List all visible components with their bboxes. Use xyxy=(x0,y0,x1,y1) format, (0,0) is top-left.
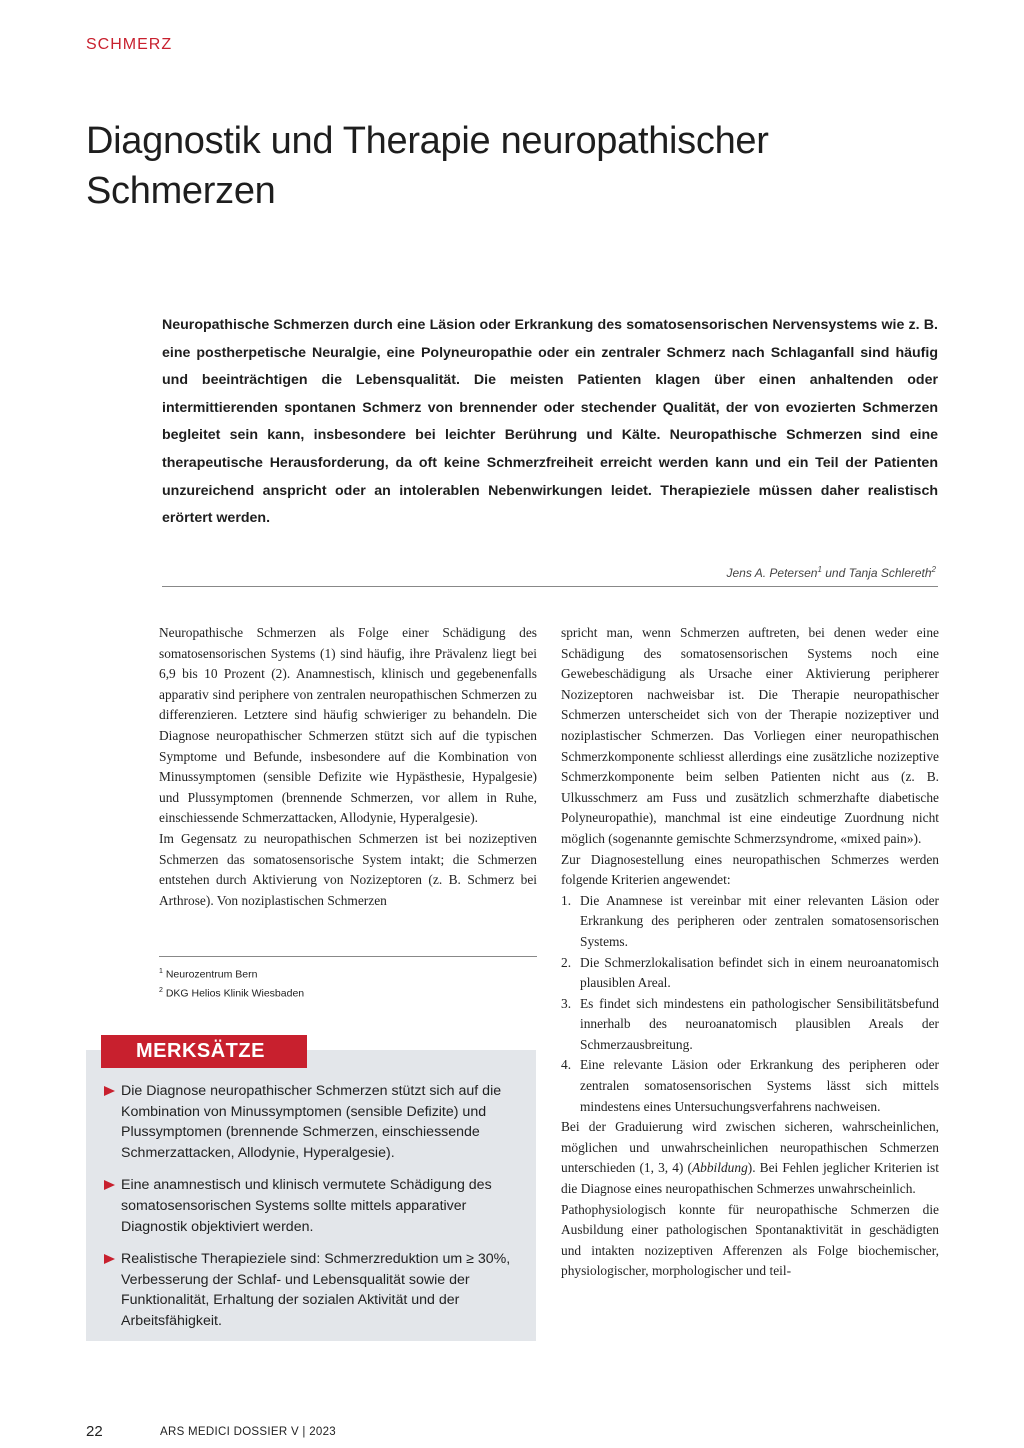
divider xyxy=(162,586,938,587)
section-label: SCHMERZ xyxy=(86,36,173,53)
merksaetze-item xyxy=(104,1175,529,1237)
footnotes xyxy=(159,964,537,1001)
merksaetze-text: Die Diagnose neuropathischer Schmerzen stützt sich auf die Kombination von Minussymptomen (sensible Defizite) und Plussymptomen (brennende Schmerzen, einschiessende Schmerzattacken, Allodynie, Hyperalgesie). xyxy=(121,1083,502,1161)
criteria-item xyxy=(561,1055,939,1117)
criteria-text: Es findet sich mindestens ein pathologischer Sensibilitätsbefund innerhalb des neuroanatomisch plausiblen Areals der Schmerzausbreitung. xyxy=(580,995,939,1052)
triangle-bullet-icon xyxy=(104,1086,115,1096)
criteria-number: 1. xyxy=(561,892,572,908)
journal-name: ARS MEDICI DOSSIER V | 2023 xyxy=(160,1426,336,1438)
lead-paragraph: Neuropathische Schmerzen durch eine Läsion oder Erkrankung des somatosensorischen Nervensystems wie z. B. eine postherpetische Neuralgie, eine Polyneuropathie oder ein zentraler Schmerz nach Schlaganfall sind häufig und beeinträchtigen die Lebensqualität. Die meisten Patienten klagen über einen anhaltenden oder intermittierenden spontanen Schmerz von brennender oder stechender Qualität, der von evozierten Schmerzen begleitet sein kann, insbesondere bei leichter Berührung und Kälte. Neuropathische Schmerzen sind eine therapeutische Herausforderung, da oft keine Schmerzfreiheit erreicht werden kann und ein Teil der Patienten unzureichend anspricht oder an intolerablen Nebenwirkungen leidet. Therapieziele müssen daher realistisch erörtert werden. xyxy=(162,317,938,527)
body-column-right xyxy=(561,623,939,1282)
criteria-item xyxy=(561,953,939,994)
footnote xyxy=(159,964,537,983)
criteria-item xyxy=(561,891,939,953)
body-column-left xyxy=(159,623,537,911)
criteria-number: 2. xyxy=(561,954,572,970)
author-name: Tanja Schlereth xyxy=(848,566,932,580)
text-run: Bei der Graduierung wird zwischen sicheren, wahrscheinlichen, möglichen und unwahrscheinlichen neuropathischen Schmerzen unterschieden (1, 3, 4) ( xyxy=(561,1119,939,1176)
criteria-number: 3. xyxy=(561,995,572,1011)
body-paragraph: Neuropathische Schmerzen als Folge einer Schädigung des somatosensorischen Systems (1) sind häufig, ihre Prävalenz liegt bei 6,9 bis 10 Prozent (2). Anamnestisch, klinisch und gegebenenfalls apparativ sind periphere von zentralen neuropathischen Schmerzen zu differenzieren. Letztere sind häufig schwieriger zu behandeln. Die Diagnose neuropathischer Schmerzen stützt sich auf die typischen Symptome und Befunde, insbesondere auf die Kombination von Minussymptomen (sensible Defizite wie Hypästhesie, Hypalgesie) und Plussymptomen (brennende Schmerzen, vor allem in Ruhe, einschiessende Schmerzattacken, Allodynie, Hyperalgesie). xyxy=(159,625,537,826)
author-name: Jens A. Petersen xyxy=(726,566,818,580)
merksaetze-item xyxy=(104,1081,529,1163)
criteria-list xyxy=(561,891,939,1118)
article-title: Diagnostik und Therapie neuropathischer Schmerzen xyxy=(86,120,769,212)
page-number: 22 xyxy=(86,1423,103,1440)
footnote-text: DKG Helios Klinik Wiesbaden xyxy=(162,987,305,999)
triangle-bullet-icon xyxy=(104,1254,115,1264)
body-paragraph: Im Gegensatz zu neuropathischen Schmerzen ist bei nozizeptiven Schmerzen das somatosensorische System intakt; die Schmerzen entstehen durch Aktivierung von Nozizeptoren (z. B. Schmerz bei Arthrose). Von noziplastischen Schmerzen xyxy=(159,830,537,908)
figure-reference: Abbildung xyxy=(691,1160,748,1176)
criteria-text: Die Anamnese ist vereinbar mit einer relevanten Läsion oder Erkrankung des peripheren oder zentralen somatosensorischen Systems. xyxy=(580,892,939,949)
merksaetze-heading: MERKSÄTZE xyxy=(101,1035,307,1068)
body-paragraph: spricht man, wenn Schmerzen auftreten, bei denen weder eine Schädigung des somatosensorischen Systems noch eine Gewebeschädigung als Ursache einer Aktivierung peripherer Nozizeptoren nachweisbar ist. Die Therapie neuropathischer Schmerzen unterscheidet sich von der Therapie nozizeptiver und noziplastischer Schmerzen. Das Vorliegen einer neuropathischen Schmerzkomponente schliesst allerdings eine zusätzliche nozizeptive Schmerzkomponente beim selben Patienten nicht aus (z. B. Ulkusschmerz am Fuss und zusätzlich schmerzhafte diabetische Polyneuropathie), manchmal ist eine eindeutige Zuordnung nicht möglich (sogenannte gemischte Schmerzsyndrome, «mixed pain»). xyxy=(561,625,939,846)
footnote-mark: 2 xyxy=(159,986,163,994)
footnote xyxy=(159,983,537,1002)
author-affiliation-mark: 1 xyxy=(817,565,822,574)
merksaetze-list xyxy=(104,1081,529,1344)
criteria-text: Eine relevante Läsion oder Erkrankung des peripheren oder zentralen somatosensorischen Systems lässt sich mittels mindestens eines Untersuchungsverfahrens nachweisen. xyxy=(580,1057,939,1114)
triangle-bullet-icon xyxy=(104,1180,115,1190)
body-paragraph xyxy=(561,1117,939,1199)
criteria-text: Die Schmerzlokalisation befindet sich in einem neuroanatomisch plausiblen Areal. xyxy=(580,954,939,991)
author-connector: und xyxy=(821,566,849,580)
text-run: ). Bei Fehlen jeglicher Kriterien ist die Diagnose eines neuropathischen Schmerzes unwahrscheinlich. xyxy=(561,1160,939,1197)
author-line xyxy=(727,565,937,580)
footnote-mark: 1 xyxy=(159,968,163,975)
merksaetze-text: Realistische Therapieziele sind: Schmerzreduktion um ≥ 30%, Verbesserung der Schlaf- und Lebensqualität sowie der Funktionalität, Erhaltung der sozialen Aktivität und der Arbeitsfähigkeit. xyxy=(121,1251,511,1329)
merksaetze-item xyxy=(104,1249,529,1331)
criteria-item xyxy=(561,994,939,1056)
criteria-number: 4. xyxy=(561,1057,572,1073)
footnote-divider xyxy=(159,956,537,957)
footnote-text: Neurozentrum Bern xyxy=(162,968,258,981)
merksaetze-text: Eine anamnestisch und klinisch vermutete Schädigung des somatosensorischen Systems sollte mittels apparativer Diagnostik objektiviert werden. xyxy=(121,1177,492,1235)
author-affiliation-mark: 2 xyxy=(931,565,936,574)
body-paragraph: Pathophysiologisch konnte für neuropathische Schmerzen die Ausbildung einer pathologischen Spontanaktivität in geschädigten und intakten nozizeptiven Afferenzen als Folge biochemischer, physiologischer, morphologischer und teil- xyxy=(561,1201,939,1279)
body-paragraph: Zur Diagnosestellung eines neuropathischen Schmerzes werden folgende Kriterien angewendet: xyxy=(561,851,939,888)
